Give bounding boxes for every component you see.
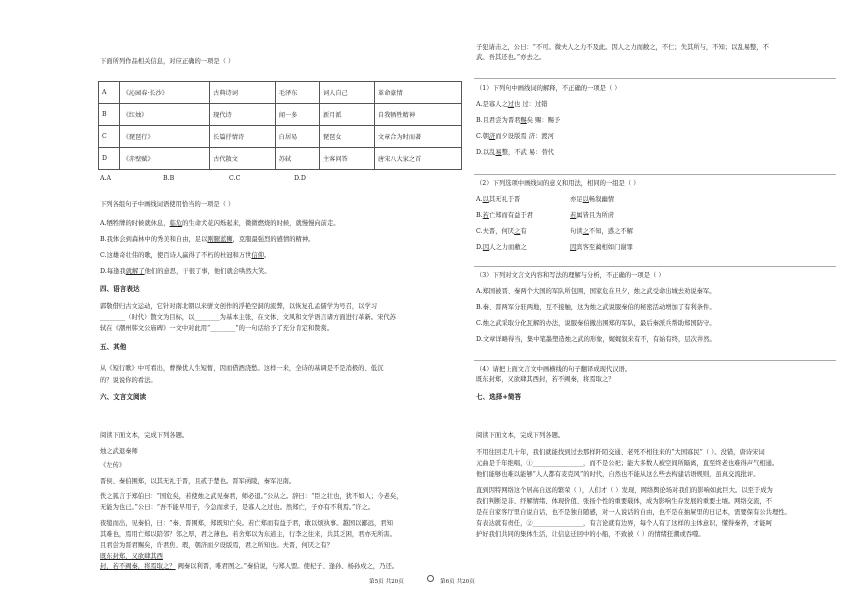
table-row bbox=[99, 126, 462, 148]
q2-option-d: D.每逢我就解了他们的意思，干很了事，他们就会哄然大笑。 bbox=[100, 268, 271, 275]
question-3: （3）下列对文言文内容和写法的理解与分析，不正确的一项是（ ） bbox=[476, 272, 665, 279]
passage-line: 夜缒而出，见秦伯，曰：“秦、晋围郑，郑既知亡矣。若亡郑而有益于君，敢以烦执事。越国以鄙远，君知 bbox=[100, 520, 393, 527]
question-1: （1）下列句中画线词的解释，不正确的一项是（ ） bbox=[476, 85, 621, 92]
text-line: 护好我们共同的集体生活，让信息迁回中的小船，不致被（ ）的情绪狂潮或吞噬。 bbox=[476, 531, 705, 538]
section-4-line: 轼在《潮州韩文公庙碑》一文中对此用“________”的一句话给予了充分肯定和赞赏。 bbox=[100, 325, 334, 332]
choice-c[interactable]: C.C bbox=[229, 175, 241, 182]
passage-line: 且君尝为晋君赐矣，许君焦、瑕，朝济而夕设版焉，君之所知也。夫晋，何厌之有？ bbox=[100, 542, 333, 549]
passage-line: 封，若不阙秦，将焉取之？ 阙秦以利晋，唯君图之。”秦伯说，与郑人盟。使杞子、逢孙、杨孙戍之，乃还。 bbox=[100, 563, 399, 570]
q1-option-a: A.是寡人之过也 过：过错 bbox=[476, 101, 548, 108]
table-cell: 《红烛》 bbox=[119, 104, 209, 126]
table-cell: 《赤壁赋》 bbox=[119, 148, 209, 170]
section-4-heading: 四、语言表达 bbox=[100, 285, 140, 293]
question-2: 下列各组句子中画线词语使用恰当的一项是（ ） bbox=[100, 201, 235, 208]
q1-option-b: B.且君尝为晋君赐矣 赐：赐予 bbox=[476, 117, 561, 124]
q3-option-d: D.文章详略得当，集中笔墨塑造烛之武的形象，娓娓叙来有不，有始有终，层次井然。 bbox=[476, 336, 716, 343]
page-separator-circle-icon bbox=[427, 575, 434, 582]
passage-continued: 子犯请击之，公曰：“不可。微夫人之力不及此。因人之力而敝之，不仁；失其所与，不知；以乱易整，不 bbox=[476, 44, 769, 51]
text-line: 他们能够也难以能够“人人都有麦克风”的时代，自然也不能从这么些去构建话语规则，虽真交流批评。 bbox=[476, 471, 760, 478]
table-cell: 《沁园春·长沙》 bbox=[119, 82, 209, 104]
q2r-option-d: D.因人之力而敝之 bbox=[476, 244, 527, 251]
divider bbox=[474, 78, 836, 79]
passage-line: 佚之狐言于郑伯曰：“国危矣，若使烛之武见秦君，师必退。”公从之。辞曰：“臣之壮也，犹不如人；今老矣， bbox=[100, 493, 403, 500]
section-5-line: 从《短行歌》中可看出，曹操优人生短暂，因而借酒浇愁。这样一来，全诗的基调是不是消极的、低沉 bbox=[100, 365, 384, 372]
table-cell: B bbox=[99, 104, 120, 126]
page-number-right: 第6页 共20页 bbox=[440, 579, 475, 585]
table-cell: 现代诗 bbox=[210, 104, 276, 126]
q3-option-b: B.秦、晋两军分驻两地，互不接触，这为烛之武说服秦伯的秘密活动增加了有利条件。 bbox=[476, 304, 716, 311]
q2-option-c: C.这雄奇壮伟的歌，使百诗人赢得了不朽的杜冠和万世信仰。 bbox=[100, 252, 271, 259]
text-line: 不用往回走几十年，我们就能找到过去那样阡陌交通、老死不相往来的“大国寡民”（ ）。没错，唐诗宋词 bbox=[476, 449, 765, 456]
passage-line: 其难也，焉用亡郑以陪邻？邻之厚，君之薄也。若舍郑以为东道主，行李之往来，共其乏困，君亦无所害。 bbox=[100, 531, 396, 538]
q2r-option-c: C.夫晋，何厌之有 bbox=[476, 228, 527, 235]
passage-line: 晋侯、秦伯围郑，以其无礼于晋，且贰于楚也。晋军函陵，秦军氾南。 bbox=[100, 478, 296, 485]
q2-option-a: A.牺牲牌的时候就休息，临危的生命犬花闪烁起来，微微燃烧的时候，就慢慢向前走。 bbox=[100, 220, 340, 227]
section-4-line: 郭敬借归古文运动，它针对南北朝以来骈文创作的浮艳空洞的流弊，以恢复孔孟儒学为号召，以学习 bbox=[100, 303, 378, 310]
q2r-option-c-pair: 句读之不知，惑之不解 bbox=[570, 228, 633, 235]
table-row bbox=[99, 148, 462, 170]
section-5-line: 的？说说你的看法。 bbox=[100, 377, 157, 384]
left-page bbox=[0, 0, 422, 608]
choice-a[interactable]: A.A bbox=[100, 175, 112, 182]
q2r-option-b-pair: 若属皆且为所虏 bbox=[570, 212, 615, 219]
table-cell: 文章合为时而著 bbox=[374, 126, 461, 148]
table-cell: 革命豪情 bbox=[374, 82, 461, 104]
q2-option-b: B.我体会到森林中的秀美和自由，足以刚腿蓝狮，克服最强烈的感情的精神。 bbox=[100, 236, 315, 243]
q2r-option-d-pair: 因宾客至蔺相如门谢罪 bbox=[570, 244, 633, 251]
passage-source: 《左传》 bbox=[100, 462, 126, 469]
passage-title: 烛之武退秦师 bbox=[100, 448, 138, 455]
table-cell: 主客问答 bbox=[319, 148, 374, 170]
q1-option-c: C.朝济而夕设版焉 济：渡河 bbox=[476, 133, 554, 140]
table-cell: 古代散文 bbox=[210, 148, 276, 170]
reading-instruction-7: 阅读下面文本，完成下列各题。 bbox=[476, 432, 565, 439]
divider bbox=[474, 360, 836, 361]
table-cell: 词人自己 bbox=[319, 82, 374, 104]
text-line: 元曲是千年绝唱，①________________，而不是公祀；能大多数人被空间所隔离，直至终老也难得声气相通。 bbox=[476, 460, 779, 467]
table-cell: 长篇抒情诗 bbox=[210, 126, 276, 148]
q1-option-d: D.以乱易整，不武 易：替代 bbox=[476, 149, 555, 156]
text-line: 我们判断是非、纾解情绪、体现价值、张扬个性的重要载体，成为影响生存发展的重要土壤。网络交流，不 bbox=[476, 498, 772, 505]
passage-continued: 武。吾其还也。”亦去之。 bbox=[476, 54, 546, 61]
text-line: 有表达就有责任，②________________，有言论就有边界，每个人有了这样的主体意识，懂得秦养，才能呵 bbox=[476, 520, 772, 527]
q3-option-c: C.烛之武采取分化瓦解的办法，说服秦伯撤出围郑的军队，最后秦派兵帮助郑国防守。 bbox=[476, 320, 716, 327]
table-cell: C bbox=[99, 126, 120, 148]
divider bbox=[474, 174, 836, 175]
table-cell: 白居易 bbox=[275, 126, 319, 148]
table-cell: D bbox=[99, 148, 120, 170]
works-table bbox=[98, 81, 462, 170]
section-4-line: ________（时代）散文为目标，以________为基本主张，在文体、文风和文学语言诸方面进行革新。宋代苏 bbox=[100, 314, 396, 321]
table-cell: 苏轼 bbox=[275, 148, 319, 170]
table-cell: 琵琶女 bbox=[319, 126, 374, 148]
table-cell: 闻一多 bbox=[275, 104, 319, 126]
table-cell: 毛泽东 bbox=[275, 82, 319, 104]
table-row bbox=[99, 82, 462, 104]
passage-line: 无能为也已。”公曰：“吾不能早用子，今急而求子，是寡人之过也。然郑亡，子亦有不利焉。”许之。 bbox=[100, 504, 375, 511]
q4-sentence: 既东封郑，又欲肆其西封，若不阙秦，将焉取之？ bbox=[476, 376, 615, 383]
table-cell: 新月派 bbox=[319, 104, 374, 126]
choice-b[interactable]: B.B bbox=[163, 175, 175, 182]
text-line: 是在自家客厅里自说自话，也不是独自随感，对一人说话的自由，也不是在抽屉里的日记本，需要保有公共理性。 bbox=[476, 509, 791, 516]
divider bbox=[474, 266, 836, 267]
table-row bbox=[99, 104, 462, 126]
right-page bbox=[430, 0, 840, 608]
section-5-heading: 五、其他 bbox=[100, 343, 127, 351]
table-cell: 唐宋八大家之首 bbox=[374, 148, 461, 170]
page-number-left: 第5页 共20页 bbox=[369, 579, 404, 585]
text-line: 直到因特网络这个居高自远的繁荣（ ），人们才（ ）发现，网络舆论场对我们的影响如此巨大。以至于成为 bbox=[476, 487, 773, 494]
choice-d[interactable]: D.D bbox=[294, 175, 306, 182]
table-cell: 《琵琶行》 bbox=[119, 126, 209, 148]
q2r-option-a-pair: 亦足以畅叙幽情 bbox=[570, 196, 615, 203]
q3-option-a: A.郑国被晋、秦两个大国的军队所包围，国家危在旦夕，烛之武受命出城去劝说秦军。 bbox=[476, 288, 716, 295]
passage-line: 既东封郑，又欲肆其西 bbox=[100, 553, 163, 560]
reading-instruction: 阅读下面文本，完成下列各题。 bbox=[100, 432, 189, 439]
table-cell: 古典诗词 bbox=[210, 82, 276, 104]
question-2-right: （2）下列选项中画线词的意义和用法，相同的一组是（ ） bbox=[476, 180, 640, 187]
q2r-option-a: A.以其无礼于晋 bbox=[476, 196, 521, 203]
table-cell: 自我牺牲精神 bbox=[374, 104, 461, 126]
question-intro: 下面所列作品相关信息，对应正确的一项是（ ） bbox=[100, 58, 235, 65]
q2r-option-b: B.若亡郑而有益于君 bbox=[476, 212, 534, 219]
table-cell: A bbox=[99, 82, 120, 104]
section-6-heading: 六、文言文阅读 bbox=[100, 393, 147, 401]
question-4: （4）请把上面文言文中画横线的句子翻译成现代汉语。 bbox=[476, 366, 632, 373]
section-7-heading: 七、选择+简答 bbox=[476, 393, 522, 401]
